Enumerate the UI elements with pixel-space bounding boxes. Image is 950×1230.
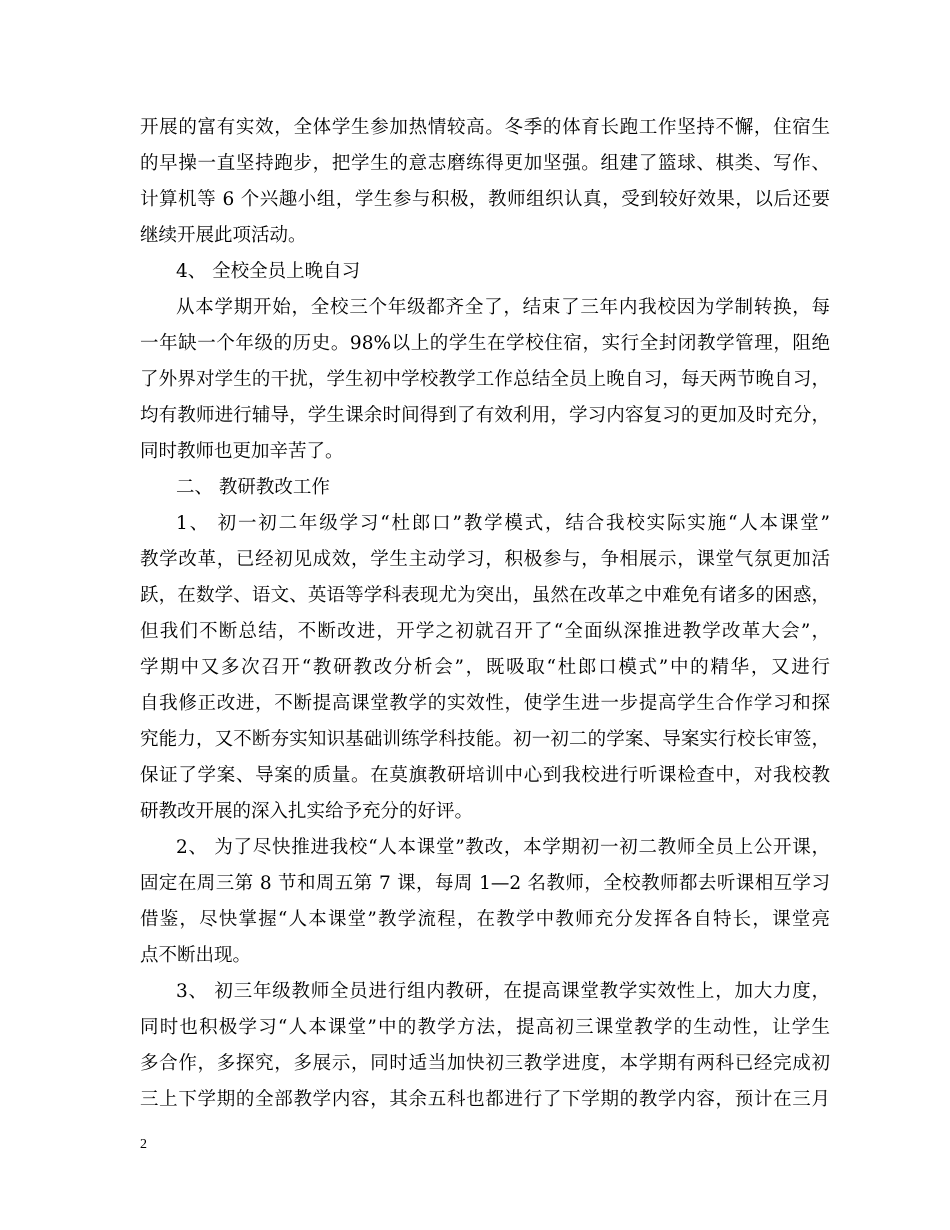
text-line: 3、 初三年级教师全员进行组内教研，在提高课堂教学实效性上，加大力度， — [176, 981, 830, 1002]
text-line: 1、 初一初二年级学习“杜郎口”教学模式，结合我校实际实施“人本课堂” — [176, 513, 830, 534]
text-line: 自我修正改进，不断提高课堂教学的实效性，使学生进一步提高学生合作学习和探 — [140, 693, 830, 714]
text-line: 了外界对学生的干扰，学生初中学校教学工作总结全员上晚自习，每天两节晚自习， — [140, 369, 830, 390]
text-line: 保证了学案、导案的质量。在莫旗教研培训中心到我校进行听课检查中，对我校教 — [140, 765, 830, 786]
text-line: 开展的富有实效，全体学生参加热情较高。冬季的体育长跑工作坚持不懈，住宿生 — [140, 117, 830, 138]
text-line: 固定在周三第 8 节和周五第 7 课，每周 1—2 名教师，全校教师都去听课相互学习 — [140, 873, 830, 894]
text-line: 继续开展此项活动。 — [140, 225, 307, 246]
text-line: 学期中又多次召开“教研教改分析会”，既吸取“杜郎口模式”中的精华，又进行 — [140, 657, 830, 678]
text-line: 但我们不断总结，不断改进，开学之初就召开了“全面纵深推进教学改革大会”， — [140, 621, 830, 642]
section-heading: 二、 教研教改工作 — [176, 477, 330, 498]
text-line: 教学改革，已经初见成效，学生主动学习，积极参与，争相展示，课堂气氛更加活 — [140, 549, 830, 570]
text-line: 一年缺一个年级的历史。98%以上的学生在学校住宿，实行全封闭教学管理，阻绝 — [140, 333, 830, 354]
text-line: 点不断出现。 — [140, 945, 252, 966]
text-line: 2、 为了尽快推进我校“人本课堂”教改，本学期初一初二教师全员上公开课， — [176, 837, 830, 858]
text-line: 均有教师进行辅导，学生课余时间得到了有效利用，学习内容复习的更加及时充分， — [140, 405, 830, 426]
text-line: 多合作，多探究，多展示，同时适当加快初三教学进度，本学期有两科已经完成初 — [140, 1053, 830, 1074]
text-line: 研教改开展的深入扎实给予充分的好评。 — [140, 801, 474, 822]
page-number: 2 — [140, 1137, 147, 1152]
text-line: 从本学期开始，全校三个年级都齐全了，结束了三年内我校因为学制转换，每 — [176, 297, 830, 318]
text-line: 同时也积极学习“人本课堂”中的教学方法，提高初三课堂教学的生动性，让学生 — [140, 1017, 830, 1038]
text-line: 同时教师也更加辛苦了。 — [140, 441, 344, 462]
text-line: 究能力，又不断夯实知识基础训练学科技能。初一初二的学案、导案实行校长审签， — [140, 729, 830, 750]
text-line: 三上下学期的全部教学内容，其余五科也都进行了下学期的教学内容，预计在三月 — [140, 1089, 830, 1110]
text-line: 借鉴，尽快掌握“人本课堂”教学流程，在教学中教师充分发挥各自特长，课堂亮 — [140, 909, 830, 930]
section-heading: 4、 全校全员上晚自习 — [176, 261, 361, 282]
text-line: 计算机等 6 个兴趣小组，学生参与积极，教师组织认真，受到较好效果，以后还要 — [140, 189, 830, 210]
text-line: 跃，在数学、语文、英语等学科表现尤为突出，虽然在改革之中难免有诸多的困惑， — [140, 585, 830, 606]
text-line: 的早操一直坚持跑步，把学生的意志磨练得更加坚强。组建了篮球、棋类、写作、 — [140, 153, 830, 174]
